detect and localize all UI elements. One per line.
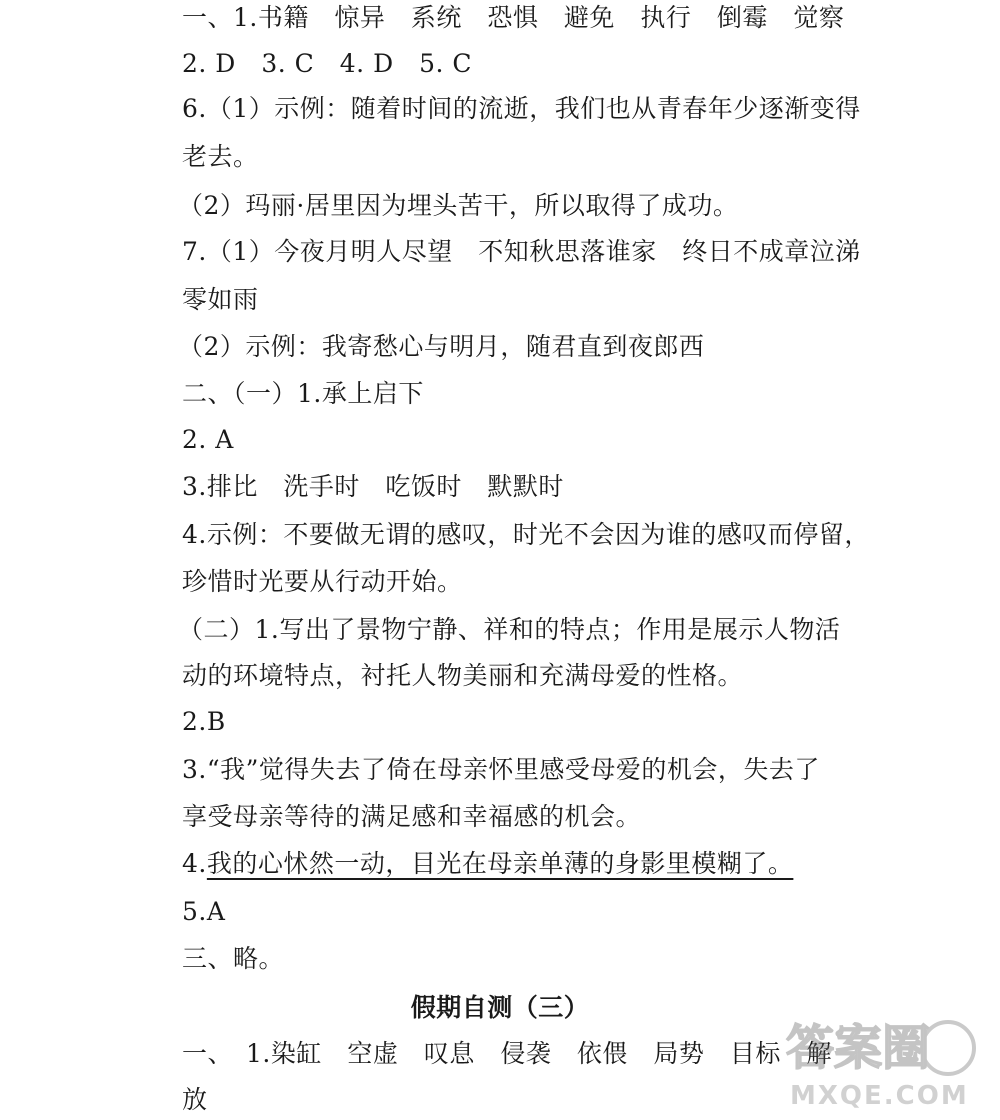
answer-line-4: 老去。 — [182, 142, 259, 171]
answer-line-17: 3.“我”觉得失去了倚在母亲怀里感受母爱的机会，失去了 — [182, 755, 820, 784]
answer-line-16: 2.B — [182, 707, 226, 736]
section-three-heading: 三、略。 — [182, 944, 285, 973]
answer-line-15: 动的环境特点，衬托人物美丽和充满母爱的性格。 — [182, 661, 744, 690]
answer-line-5: （2）玛丽·居里因为埋头苦干，所以取得了成功。 — [178, 191, 739, 220]
answer-line-2: 2. D 3. C 4. D 5. C — [182, 49, 473, 78]
section-two-heading: 二、（一）1.承上启下 — [182, 379, 424, 408]
answer-line-6: 7.（1）今夜月明人尽望 不知秋思落谁家 终日不成章泣涕 — [182, 237, 861, 266]
watermark-text-bottom: MXQE.COM — [790, 1081, 969, 1111]
answer-line-3: 6.（1）示例：随着时间的流逝，我们也从青春年少逐渐变得 — [182, 94, 861, 123]
underlined-sentence: 我的心怵然一动，目光在母亲单薄的身影里模糊了。 — [206, 849, 794, 878]
answer-line-14: （二）1.写出了景物宁静、祥和的特点；作用是展示人物活 — [178, 615, 841, 644]
answer-line-10: 2. A — [182, 425, 234, 454]
answer-line-12: 4.示例：不要做无谓的感叹，时光不会因为谁的感叹而停留， — [182, 520, 870, 549]
answer-line-19 — [182, 848, 793, 880]
answer-line-7: 零如雨 — [182, 285, 259, 314]
test-title: 假期自测（三） — [410, 993, 590, 1022]
watermark-text-top: 答案圈 — [786, 1020, 931, 1076]
answer-line-8: （2）示例：我寄愁心与明月，随君直到夜郎西 — [178, 332, 705, 361]
answer-line-23: 一、 1.染缸 空虚 叹息 侵袭 依偎 局势 目标 解 — [182, 1039, 832, 1068]
answer-line-20: 5.A — [182, 897, 226, 926]
answer-line-11: 3.排比 洗手时 吃饭时 默默时 — [182, 472, 564, 501]
answer-line-1: 一、1.书籍 惊异 系统 恐惧 避免 执行 倒霉 觉察 — [182, 3, 845, 32]
answer-number: 4. — [182, 849, 207, 878]
answer-line-24: 放 — [182, 1085, 208, 1114]
answer-line-18: 享受母亲等待的满足感和幸福感的机会。 — [182, 802, 642, 831]
answer-line-13: 珍惜时光要从行动开始。 — [182, 567, 463, 596]
